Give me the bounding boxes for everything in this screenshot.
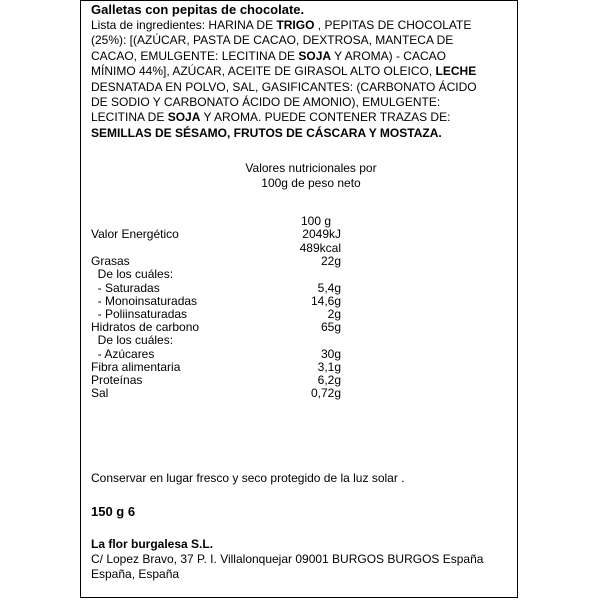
nutrition-label: Sal (91, 386, 109, 400)
nutrition-label: - Azúcares (91, 347, 155, 361)
nutrition-row (91, 360, 341, 374)
nutrition-value: 65g (320, 320, 341, 334)
ingredient-allergen: LECHE (435, 64, 477, 79)
nutrition-label: - Saturadas (91, 281, 160, 295)
address-line-2: España, España (91, 567, 180, 581)
company-name: La flor burgalesa S.L. (91, 537, 214, 551)
nutrition-row (91, 267, 341, 281)
nutrition-value: 2g (327, 307, 341, 321)
ingredient-text: Y AROMA. PUEDE CONTENER TRAZAS DE: (200, 110, 451, 125)
nutrition-row (91, 281, 341, 295)
nutrition-row (91, 320, 341, 334)
nutrition-per: 100 g (300, 214, 331, 228)
nutrition-label: Fibra alimentaria (91, 360, 181, 374)
ingredient-text: Y AROMA) - CACAO MÍNIMO 44%], AZÚCAR, ACEITE DE GIRASOL ALTO OLEICO, (91, 48, 446, 79)
nutrition-row (91, 386, 341, 400)
nutrition-label: - Monoinsaturadas (91, 294, 198, 308)
nutrition-per-header (91, 214, 341, 228)
nutrition-label: Proteínas (91, 373, 143, 387)
nutrition-header-line1: Valores nutricionales por (245, 161, 377, 175)
nutrition-label: Valor Energético (91, 227, 179, 241)
nutrition-label: - Poliinsaturadas (91, 307, 188, 321)
ingredient-allergen: SOJA (167, 110, 201, 125)
storage-text: Conservar en lugar fresco y seco protegido de la luz solar . (91, 471, 405, 485)
nutrition-header (236, 161, 386, 191)
ingredient-text: , PEPITAS DE CHOCOLATE (25%): [(AZÚCAR, PASTA DE CACAO, DEXTROSA, MANTECA DE CACAO, EMULGENTE: LECITINA DE (91, 18, 472, 63)
ingredients-list (91, 18, 481, 141)
nutrition-label: De los cuáles: (91, 267, 174, 281)
nutrition-value: 6,2g (317, 373, 341, 387)
nutrition-value: 489kcal (299, 241, 341, 255)
nutrition-row (91, 307, 341, 321)
nutrition-row (91, 254, 341, 268)
nutrition-row (91, 347, 341, 361)
nutrition-row (91, 227, 341, 241)
ingredient-allergen: TRIGO (276, 18, 315, 32)
ingredient-text: Lista de ingredientes: HARINA DE (91, 18, 277, 32)
net-weight: 150 g 6 (91, 504, 136, 519)
nutrition-value: 0,72g (310, 386, 341, 400)
nutrition-row (91, 294, 341, 308)
ingredient-allergen: SEMILLAS DE SÉSAMO, FRUTOS DE CÁSCARA Y MOSTAZA. (91, 125, 442, 140)
nutrition-value: 5,4g (317, 281, 341, 295)
nutrition-value: 22g (320, 254, 341, 268)
nutrition-value: 3,1g (317, 360, 341, 374)
nutrition-row (91, 373, 341, 387)
ingredient-text: DESNATADA EN POLVO, SAL, GASIFICANTES: (CARBONATO ÁCIDO DE SODIO Y CARBONATO ÁCIDO DE AMONIO), EMULGENTE: LECITINA DE (91, 79, 477, 125)
nutrition-value: 30g (320, 347, 341, 361)
nutrition-row (91, 241, 341, 255)
address-line-1: C/ Lopez Bravo, 37 P. I. Villalonquejar 09001 BURGOS BURGOS España (91, 552, 484, 566)
nutrition-header-line2: 100g de peso neto (261, 176, 361, 190)
nutrition-row (91, 333, 341, 347)
product-title: Galletas con pepitas de chocolate. (91, 2, 305, 17)
ingredient-allergen: SOJA (298, 48, 332, 63)
nutrition-label: Grasas (91, 254, 130, 268)
nutrition-label: Hidratos de carbono (91, 320, 200, 334)
nutrition-label: De los cuáles: (91, 333, 174, 347)
nutrition-value: 2049kJ (302, 227, 341, 241)
nutrition-value: 14,6g (310, 294, 341, 308)
